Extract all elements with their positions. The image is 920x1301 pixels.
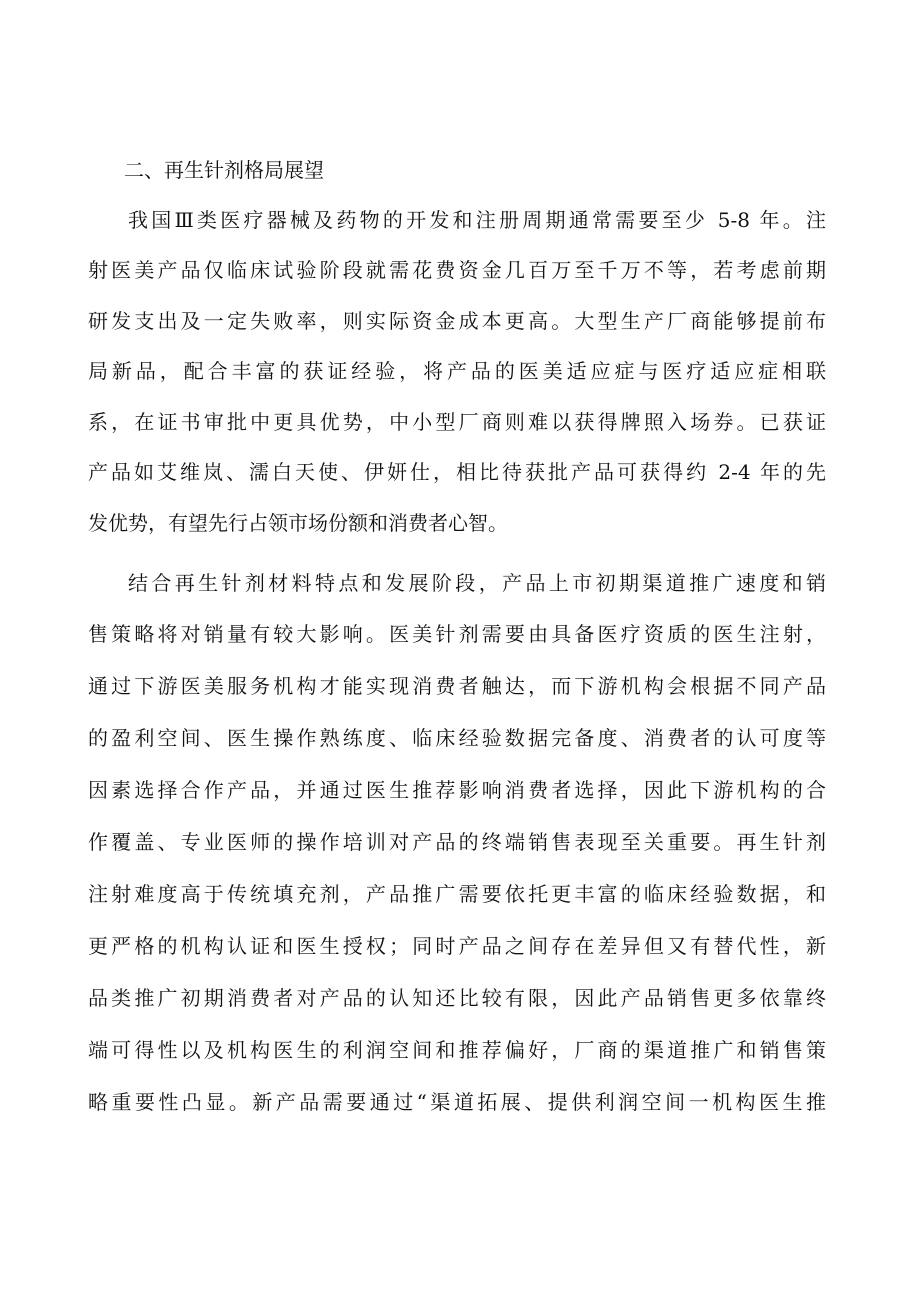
paragraph-1-line: 射医美产品仅临床试验阶段就需花费资金几百万至千万不等，若考虑前期 (88, 258, 826, 282)
section-heading: 二、再生针剂格局展望 (124, 158, 324, 182)
paragraph-2-line: 更严格的机构认证和医生授权；同时产品之间存在差异但又有替代性，新 (88, 934, 826, 958)
paragraph-1-line: 我国Ⅲ类医疗器械及药物的开发和注册周期通常需要至少 5-8 年。注 (128, 208, 826, 232)
paragraph-2-line: 品类推广初期消费者对产品的认知还比较有限，因此产品销售更多依靠终 (88, 986, 826, 1010)
paragraph-2-line: 端可得性以及机构医生的利润空间和推荐偏好，厂商的渠道推广和销售策 (88, 1038, 826, 1062)
paragraph-1-line: 发优势，有望先行占领市场份额和消费者心智。 (88, 511, 508, 535)
paragraph-2-line: 售策略将对销量有较大影响。医美针剂需要由具备医疗资质的医生注射， (88, 622, 826, 646)
paragraph-2-line: 结合再生针剂材料特点和发展阶段，产品上市初期渠道推广速度和销 (128, 571, 826, 595)
paragraph-1-line: 局新品，配合丰富的获证经验，将产品的医美适应症与医疗适应症相联 (88, 359, 826, 383)
paragraph-1-line: 研发支出及一定失败率，则实际资金成本更高。大型生产厂商能够提前布 (88, 309, 826, 333)
paragraph-2-line: 因素选择合作产品，并通过医生推荐影响消费者选择，因此下游机构的合 (88, 778, 826, 802)
paragraph-2-line: 略重要性凸显。新产品需要通过“渠道拓展、提供利润空间一机构医生推 (88, 1090, 826, 1114)
paragraph-1-line: 产品如艾维岚、濡白天使、伊妍仕，相比待获批产品可获得约 2-4 年的先 (88, 460, 826, 484)
paragraph-2-line: 的盈利空间、医生操作熟练度、临床经验数据完备度、消费者的认可度等 (88, 726, 826, 750)
paragraph-2-line: 注射难度高于传统填充剂，产品推广需要依托更丰富的临床经验数据，和 (88, 882, 826, 906)
paragraph-2-line: 通过下游医美服务机构才能实现消费者触达，而下游机构会根据不同产品 (88, 674, 826, 698)
paragraph-1-line: 系，在证书审批中更具优势，中小型厂商则难以获得牌照入场券。已获证 (88, 410, 826, 434)
paragraph-2-line: 作覆盖、专业医师的操作培训对产品的终端销售表现至关重要。再生针剂 (88, 830, 826, 854)
